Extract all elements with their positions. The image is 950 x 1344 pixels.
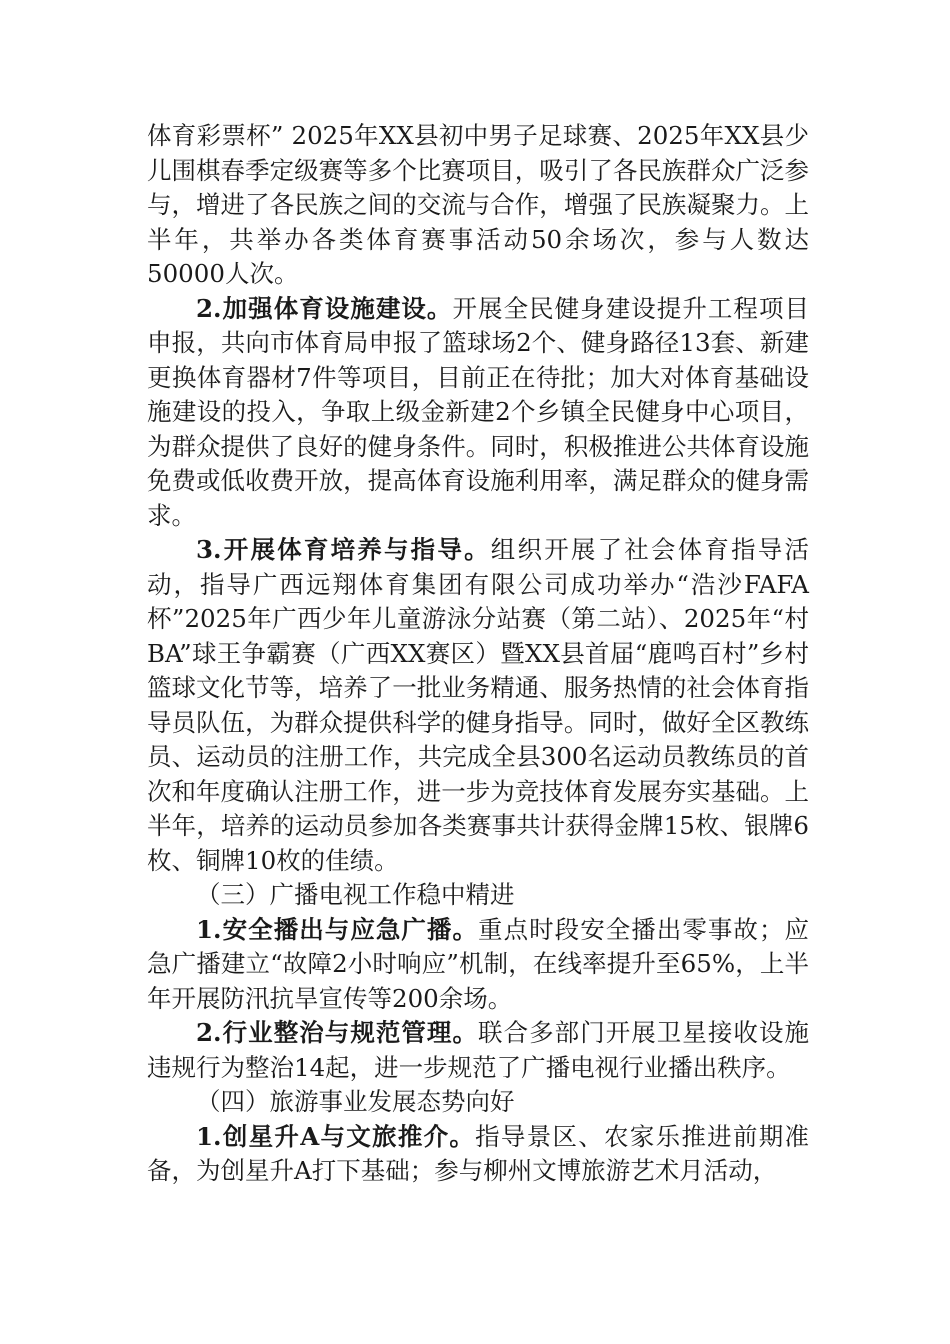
paragraph-text: 组织开展了社会体育指导活动，指导广西远翔体育集团有限公司成功举办“浩沙FAFA杯”2025年广西少年儿童游泳分站赛（第二站）、2025年“村BA”球王争霸赛（广西XX赛区）暨XX县首届“鹿鸣百村”乡村篮球文化节等，培养了一批业务精通、服务热情的社会体育指导员队伍，为群众提供科学的健身指导。同时，做好全区教练员、运动员的注册工作，共完成全县300名运动员教练员的首次和年度确认注册工作，进一步为竞技体育发展夯实基础。上半年，培养的运动员参加各类赛事共计获得金牌15枚、银牌6枚、铜牌10枚的佳绩。 — [147, 535, 810, 875]
paragraph-text: 指导景区、农家乐推进前期准备，为创星升A打下基础；参与柳州文博旅游艺术月活动， — [147, 1121, 809, 1185]
paragraph-heading: 1.安全播出与应急广播。 — [196, 914, 479, 944]
paragraph-text: 开展全民健身建设提升工程项目申报，共向市体育局申报了篮球场2个、健身路径13套、新建更换体育器材7件等项目，目前正在待批；加大对体育基础设施建设的投入，争取上级金新建2个乡镇全民健身中心项目，为群众提供了良好的健身条件。同时，积极推进公共体育设施免费或低收费开放，提高体育设施利用率，满足群众的健身需求。 — [147, 293, 810, 530]
paragraph-heading: 3.开展体育培养与指导。 — [196, 535, 491, 564]
paragraph-industry-regulation — [147, 1016, 809, 1085]
paragraph-text: 体育彩票杯” 2025年XX县初中男子足球赛、2025年XX县少儿围棋春季定级赛等多个比赛项目，吸引了各民族群众广泛参与，增进了各民族之间的交流与合作，增强了民族凝聚力。上半年，共举办各类体育赛事活动50余场次，参与人数达50000人次。 — [147, 121, 809, 288]
paragraph-text: 联合多部门开展卫星接收设施违规行为整治14起，进一步规范了广播电视行业播出秩序。 — [147, 1018, 810, 1082]
paragraph-safe-broadcast — [147, 913, 809, 1017]
paragraph-sports-training — [147, 533, 809, 878]
document-page — [147, 119, 809, 1189]
section-heading-broadcast: （三）广播电视工作稳中精进 — [196, 880, 515, 909]
section-heading-tourism: （四）旅游事业发展态势向好 — [196, 1087, 515, 1116]
paragraph-heading: 2.行业整治与规范管理。 — [196, 1018, 479, 1047]
paragraph-sports-events — [147, 119, 809, 292]
paragraph-sports-facilities — [147, 292, 809, 534]
paragraph-heading: 2.加强体育设施建设。 — [196, 293, 453, 323]
paragraph-text: 重点时段安全播出零事故；应急广播建立“故障2小时响应”机制，在线率提升至65%，上半年开展防汛抗旱宣传等200余场。 — [147, 914, 810, 1013]
paragraph-heading: 1.创星升A与文旅推介。 — [196, 1121, 476, 1151]
paragraph-tourism-promotion — [147, 1120, 809, 1189]
